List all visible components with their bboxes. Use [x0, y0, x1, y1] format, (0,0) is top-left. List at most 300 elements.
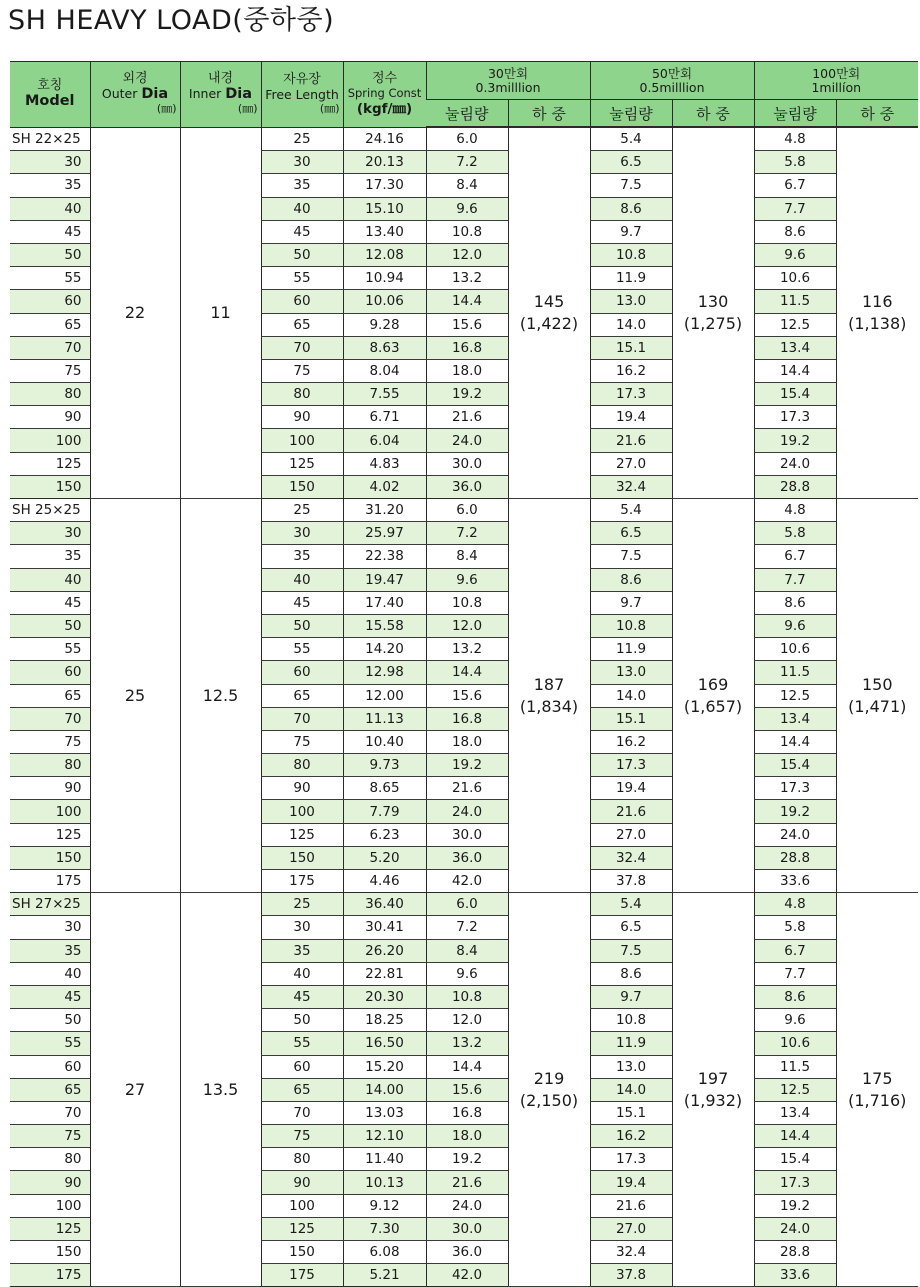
free-length-cell: 100: [261, 800, 343, 823]
spring-const-cell: 16.50: [343, 1032, 426, 1055]
outer-dia-cell: [90, 127, 180, 499]
model-cell: 70: [10, 707, 90, 730]
spring-const-cell: 10.13: [343, 1171, 426, 1194]
load-50-cell: [672, 893, 754, 1287]
model-cell: 35: [10, 939, 90, 962]
model-cell: 150: [10, 475, 90, 498]
group-30-ko: 30만회: [487, 65, 529, 81]
deflection-30-cell: 14.4: [426, 661, 508, 684]
spring-const-cell: 7.79: [343, 800, 426, 823]
deflection-100-cell: 24.0: [754, 823, 836, 846]
deflection-100-cell: 24.0: [754, 452, 836, 475]
spring-const-cell: 6.71: [343, 406, 426, 429]
spring-const-cell: 7.30: [343, 1217, 426, 1240]
deflection-100-cell: 11.5: [754, 1055, 836, 1078]
deflection-50-cell: 9.7: [590, 985, 672, 1008]
inner-dia-header-en: Inner: [188, 86, 226, 102]
deflection-100-cell: 11.5: [754, 661, 836, 684]
table-header: [10, 62, 918, 128]
inner-dia-cell: [180, 127, 261, 499]
load-50-cell-value: 130: [697, 292, 729, 311]
deflection-30-cell: 15.6: [426, 313, 508, 336]
deflection-50-cell: 11.9: [590, 267, 672, 290]
spring-const-header: [343, 62, 426, 128]
outer-dia-header-en-bold: Dia: [141, 86, 169, 103]
spring-const-cell: 17.30: [343, 174, 426, 197]
model-cell: 30: [10, 151, 90, 174]
deflection-100-cell: 5.8: [754, 522, 836, 545]
deflection-50-cell: 8.6: [590, 568, 672, 591]
deflection-30-cell: 9.6: [426, 962, 508, 985]
deflection-100-cell: 14.4: [754, 359, 836, 382]
load-30-cell-newton: (2,150): [519, 1090, 579, 1110]
deflection-30-cell: 14.4: [426, 290, 508, 313]
deflection-30-cell: 16.8: [426, 336, 508, 359]
deflection-100-cell: 5.8: [754, 151, 836, 174]
deflection-100-cell: 10.6: [754, 267, 836, 290]
deflection-50-cell: 19.4: [590, 777, 672, 800]
deflection-30-cell: 7.2: [426, 522, 508, 545]
spring-const-cell: 4.46: [343, 870, 426, 893]
load-30-cell-value: 219: [533, 1068, 565, 1088]
deflection-50-cell: 10.8: [590, 1009, 672, 1032]
model-cell: 175: [10, 870, 90, 893]
outer-dia-header: [90, 62, 180, 128]
deflection-50-cell: 11.9: [590, 638, 672, 661]
deflection-100-cell: 11.5: [754, 290, 836, 313]
load-30-cell: [508, 893, 590, 1287]
model-cell: 65: [10, 684, 90, 707]
deflection-30-cell: 36.0: [426, 475, 508, 498]
model-cell: SH 25×25: [10, 499, 90, 522]
model-cell: 60: [10, 290, 90, 313]
spring-const-cell: 9.28: [343, 313, 426, 336]
model-cell: 80: [10, 1148, 90, 1171]
deflection-100-cell: 7.7: [754, 962, 836, 985]
free-length-cell: 125: [261, 452, 343, 475]
free-length-cell: 45: [261, 591, 343, 614]
deflection-50-cell: 19.4: [590, 1171, 672, 1194]
free-length-cell: 100: [261, 429, 343, 452]
free-length-cell: 175: [261, 1264, 343, 1287]
table-row: [10, 127, 918, 151]
deflection-30-cell: 6.0: [426, 499, 508, 522]
deflection-30-cell: 18.0: [426, 359, 508, 382]
model-cell: 80: [10, 383, 90, 406]
model-cell: 175: [10, 1264, 90, 1287]
deflection-30-cell: 36.0: [426, 846, 508, 869]
deflection-100-cell: 5.8: [754, 916, 836, 939]
model-cell: 45: [10, 220, 90, 243]
inner-dia-cell: [180, 499, 261, 893]
deflection-30-cell: 21.6: [426, 1171, 508, 1194]
model-cell: 75: [10, 359, 90, 382]
free-length-cell: 60: [261, 290, 343, 313]
deflection-30-cell: 7.2: [426, 916, 508, 939]
group-100-ko: 100만회: [812, 65, 861, 81]
inner-dia-cell: [180, 893, 261, 1287]
spring-const-unit: (kgf/㎜): [356, 100, 413, 117]
free-length-cell: 55: [261, 638, 343, 661]
spring-const-cell: 36.40: [343, 893, 426, 916]
model-cell: 100: [10, 1194, 90, 1217]
load-100-cell: [836, 499, 918, 893]
free-length-cell: 50: [261, 614, 343, 637]
model-cell: 75: [10, 1125, 90, 1148]
load-100-cell-value: 175: [861, 1068, 893, 1088]
outer-dia-header-en: Outer: [101, 86, 142, 102]
free-length-cell: 80: [261, 383, 343, 406]
load-header-50: 하 중: [672, 100, 754, 128]
spring-const-header-ko: 정수: [371, 70, 398, 86]
model-cell: 65: [10, 313, 90, 336]
spring-const-cell: 31.20: [343, 499, 426, 522]
free-length-cell: 90: [261, 777, 343, 800]
model-cell: 125: [10, 823, 90, 846]
model-cell: 40: [10, 197, 90, 220]
deflection-30-cell: 7.2: [426, 151, 508, 174]
deflection-50-cell: 15.1: [590, 707, 672, 730]
free-length-cell: 90: [261, 1171, 343, 1194]
spring-const-cell: 13.03: [343, 1101, 426, 1124]
deflection-100-cell: 8.6: [754, 220, 836, 243]
load-100-cell-value: 150: [861, 674, 893, 694]
deflection-50-cell: 13.0: [590, 661, 672, 684]
deflection-30-cell: 14.4: [426, 1055, 508, 1078]
spring-const-cell: 9.12: [343, 1194, 426, 1217]
deflection-100-cell: 33.6: [754, 1264, 836, 1287]
spring-const-cell: 20.30: [343, 985, 426, 1008]
deflection-30-cell: 19.2: [426, 383, 508, 406]
model-cell: 100: [10, 800, 90, 823]
model-cell: 35: [10, 545, 90, 568]
model-cell: 90: [10, 1171, 90, 1194]
deflection-50-cell: 27.0: [590, 452, 672, 475]
deflection-50-cell: 32.4: [590, 475, 672, 498]
deflection-50-cell: 10.8: [590, 243, 672, 266]
deflection-100-cell: 15.4: [754, 1148, 836, 1171]
spring-const-cell: 15.10: [343, 197, 426, 220]
deflection-30-cell: 12.0: [426, 1009, 508, 1032]
deflection-30-cell: 18.0: [426, 1125, 508, 1148]
deflection-50-cell: 6.5: [590, 522, 672, 545]
deflection-30-cell: 12.0: [426, 614, 508, 637]
spring-const-cell: 22.38: [343, 545, 426, 568]
model-cell: 55: [10, 267, 90, 290]
inner-dia-header-en-bold: Dia: [225, 86, 253, 103]
inner-dia-header: [180, 62, 261, 128]
free-length-cell: 125: [261, 823, 343, 846]
free-length-cell: 70: [261, 1101, 343, 1124]
free-length-cell: 150: [261, 475, 343, 498]
free-length-cell: 150: [261, 1241, 343, 1264]
deflection-100-cell: 4.8: [754, 499, 836, 522]
outer-dia-header-ko: 외경: [122, 71, 148, 87]
load-100-cell-newton: (1,471): [848, 696, 907, 716]
spring-const-cell: 24.16: [343, 127, 426, 151]
deflection-header-50: 눌림량: [590, 100, 672, 128]
model-cell: 55: [10, 638, 90, 661]
spring-const-cell: 8.04: [343, 359, 426, 382]
deflection-50-cell: 8.6: [590, 962, 672, 985]
deflection-50-cell: 16.2: [590, 1125, 672, 1148]
load-header-30: 하 중: [508, 100, 590, 128]
free-length-header: [261, 62, 343, 128]
table-row: [10, 893, 918, 916]
free-length-cell: 100: [261, 1194, 343, 1217]
free-length-cell: 45: [261, 220, 343, 243]
deflection-100-cell: 9.6: [754, 243, 836, 266]
spring-const-cell: 18.25: [343, 1009, 426, 1032]
deflection-header-100: 눌림량: [754, 100, 836, 128]
deflection-30-cell: 10.8: [426, 985, 508, 1008]
load-50-cell: [672, 127, 754, 499]
model-cell: 45: [10, 985, 90, 1008]
model-header-en: Model: [24, 92, 75, 109]
model-cell: 40: [10, 962, 90, 985]
spring-spec-table: [10, 61, 918, 1287]
deflection-100-cell: 12.5: [754, 313, 836, 336]
deflection-50-cell: 27.0: [590, 823, 672, 846]
model-cell: 90: [10, 406, 90, 429]
spring-const-cell: 12.98: [343, 661, 426, 684]
deflection-30-cell: 6.0: [426, 893, 508, 916]
deflection-50-cell: 6.5: [590, 916, 672, 939]
spring-const-cell: 4.02: [343, 475, 426, 498]
deflection-30-cell: 9.6: [426, 197, 508, 220]
deflection-100-cell: 14.4: [754, 1125, 836, 1148]
spring-const-cell: 8.65: [343, 777, 426, 800]
deflection-100-cell: 28.8: [754, 475, 836, 498]
free-length-cell: 70: [261, 336, 343, 359]
spring-const-cell: 22.81: [343, 962, 426, 985]
inner-dia-cell-value: 12.5: [202, 685, 239, 705]
free-length-cell: 55: [261, 267, 343, 290]
spring-const-cell: 13.40: [343, 220, 426, 243]
deflection-30-cell: 15.6: [426, 684, 508, 707]
load-50-cell-value: 169: [697, 674, 729, 694]
load-100-cell-value: 116: [861, 292, 893, 311]
load-30-cell: [508, 127, 590, 499]
group-50-ko: 50만회: [651, 65, 693, 81]
deflection-30-cell: 8.4: [426, 174, 508, 197]
deflection-30-cell: 13.2: [426, 267, 508, 290]
spring-const-cell: 12.00: [343, 684, 426, 707]
group-header-100: [754, 62, 918, 100]
deflection-30-cell: 8.4: [426, 939, 508, 962]
free-length-cell: 50: [261, 243, 343, 266]
deflection-100-cell: 9.6: [754, 614, 836, 637]
deflection-30-cell: 16.8: [426, 1101, 508, 1124]
spring-const-cell: 6.08: [343, 1241, 426, 1264]
deflection-50-cell: 11.9: [590, 1032, 672, 1055]
deflection-100-cell: 7.7: [754, 197, 836, 220]
model-cell: 50: [10, 1009, 90, 1032]
free-length-unit: (㎜): [319, 101, 340, 115]
table-row: [10, 499, 918, 522]
deflection-100-cell: 13.4: [754, 1101, 836, 1124]
spring-const-cell: 8.63: [343, 336, 426, 359]
model-cell: 45: [10, 591, 90, 614]
model-cell: SH 22×25: [10, 127, 90, 151]
load-50-cell: [672, 499, 754, 893]
deflection-30-cell: 9.6: [426, 568, 508, 591]
deflection-30-cell: 24.0: [426, 1194, 508, 1217]
deflection-50-cell: 6.5: [590, 151, 672, 174]
deflection-50-cell: 17.3: [590, 383, 672, 406]
free-length-cell: 50: [261, 1009, 343, 1032]
model-cell: 30: [10, 522, 90, 545]
model-cell: 35: [10, 174, 90, 197]
deflection-50-cell: 7.5: [590, 545, 672, 568]
deflection-100-cell: 8.6: [754, 591, 836, 614]
deflection-100-cell: 4.8: [754, 893, 836, 916]
deflection-30-cell: 24.0: [426, 429, 508, 452]
deflection-30-cell: 10.8: [426, 591, 508, 614]
deflection-100-cell: 6.7: [754, 939, 836, 962]
deflection-100-cell: 17.3: [754, 777, 836, 800]
group-header-50: [590, 62, 754, 100]
model-cell: 50: [10, 614, 90, 637]
deflection-30-cell: 21.6: [426, 777, 508, 800]
deflection-30-cell: 18.0: [426, 730, 508, 753]
deflection-30-cell: 13.2: [426, 1032, 508, 1055]
deflection-30-cell: 36.0: [426, 1241, 508, 1264]
free-length-cell: 25: [261, 893, 343, 916]
spring-const-cell: 10.94: [343, 267, 426, 290]
load-100-cell-newton: (1,138): [848, 314, 907, 333]
model-cell: 90: [10, 777, 90, 800]
deflection-100-cell: 7.7: [754, 568, 836, 591]
spring-const-cell: 10.40: [343, 730, 426, 753]
free-length-cell: 65: [261, 684, 343, 707]
model-cell: 80: [10, 754, 90, 777]
deflection-50-cell: 13.0: [590, 1055, 672, 1078]
spring-const-cell: 26.20: [343, 939, 426, 962]
deflection-100-cell: 19.2: [754, 429, 836, 452]
deflection-30-cell: 13.2: [426, 638, 508, 661]
load-50-cell-newton: (1,657): [683, 696, 743, 716]
spring-const-header-en: Spring Const: [347, 85, 422, 100]
spring-const-cell: 30.41: [343, 916, 426, 939]
free-length-cell: 70: [261, 707, 343, 730]
load-100-cell: [836, 893, 918, 1287]
outer-dia-cell: [90, 893, 180, 1287]
deflection-50-cell: 15.1: [590, 336, 672, 359]
deflection-30-cell: 8.4: [426, 545, 508, 568]
table-body: [10, 127, 918, 1287]
free-length-cell: 25: [261, 127, 343, 151]
spring-const-cell: 6.23: [343, 823, 426, 846]
group-30-en: 0.3milllion: [475, 79, 541, 95]
load-100-cell: [836, 127, 918, 499]
deflection-50-cell: 17.3: [590, 754, 672, 777]
deflection-50-cell: 14.0: [590, 313, 672, 336]
model-header: [10, 62, 90, 128]
free-length-cell: 150: [261, 846, 343, 869]
free-length-cell: 45: [261, 985, 343, 1008]
load-30-cell-value: 187: [533, 674, 565, 694]
model-cell: 125: [10, 452, 90, 475]
outer-dia-cell-value: 25: [124, 685, 146, 705]
free-length-cell: 30: [261, 151, 343, 174]
deflection-100-cell: 19.2: [754, 1194, 836, 1217]
free-length-cell: 65: [261, 313, 343, 336]
deflection-30-cell: 21.6: [426, 406, 508, 429]
outer-dia-cell-value: 27: [124, 1079, 146, 1099]
deflection-50-cell: 7.5: [590, 174, 672, 197]
deflection-50-cell: 13.0: [590, 290, 672, 313]
deflection-50-cell: 14.0: [590, 1078, 672, 1101]
deflection-100-cell: 13.4: [754, 336, 836, 359]
deflection-50-cell: 7.5: [590, 939, 672, 962]
free-length-cell: 35: [261, 939, 343, 962]
deflection-100-cell: 28.8: [754, 1241, 836, 1264]
spring-const-cell: 20.13: [343, 151, 426, 174]
deflection-100-cell: 4.8: [754, 127, 836, 151]
deflection-100-cell: 14.4: [754, 730, 836, 753]
free-length-cell: 30: [261, 916, 343, 939]
deflection-30-cell: 10.8: [426, 220, 508, 243]
deflection-50-cell: 37.8: [590, 870, 672, 893]
deflection-30-cell: 30.0: [426, 823, 508, 846]
spring-const-cell: 15.20: [343, 1055, 426, 1078]
free-length-header-en: Free Length: [265, 86, 339, 102]
model-cell: 65: [10, 1078, 90, 1101]
load-100-cell-newton: (1,716): [848, 1090, 907, 1110]
deflection-100-cell: 9.6: [754, 1009, 836, 1032]
free-length-header-ko: 자유장: [283, 71, 321, 87]
deflection-50-cell: 10.8: [590, 614, 672, 637]
deflection-100-cell: 10.6: [754, 638, 836, 661]
free-length-cell: 80: [261, 754, 343, 777]
deflection-30-cell: 24.0: [426, 800, 508, 823]
outer-dia-cell-value: 22: [124, 302, 146, 322]
model-cell: 60: [10, 1055, 90, 1078]
deflection-50-cell: 32.4: [590, 846, 672, 869]
deflection-50-cell: 8.6: [590, 197, 672, 220]
deflection-100-cell: 19.2: [754, 800, 836, 823]
free-length-cell: 90: [261, 406, 343, 429]
spring-const-cell: 11.40: [343, 1148, 426, 1171]
load-30-cell-newton: (1,422): [519, 314, 579, 333]
model-cell: 150: [10, 1241, 90, 1264]
model-cell: 50: [10, 243, 90, 266]
deflection-50-cell: 32.4: [590, 1241, 672, 1264]
spring-const-cell: 7.55: [343, 383, 426, 406]
spring-const-cell: 4.83: [343, 452, 426, 475]
free-length-cell: 40: [261, 197, 343, 220]
group-100-en: 1millíon: [811, 79, 862, 95]
load-header-100: 하 중: [836, 100, 918, 128]
deflection-100-cell: 6.7: [754, 545, 836, 568]
deflection-100-cell: 13.4: [754, 707, 836, 730]
deflection-50-cell: 15.1: [590, 1101, 672, 1124]
spring-const-cell: 10.06: [343, 290, 426, 313]
load-50-cell-newton: (1,932): [683, 1090, 743, 1110]
model-cell: SH 27×25: [10, 893, 90, 916]
deflection-50-cell: 16.2: [590, 730, 672, 753]
free-length-cell: 125: [261, 1217, 343, 1240]
spring-const-cell: 5.20: [343, 846, 426, 869]
free-length-cell: 40: [261, 568, 343, 591]
deflection-50-cell: 9.7: [590, 220, 672, 243]
model-cell: 70: [10, 336, 90, 359]
spring-const-cell: 17.40: [343, 591, 426, 614]
deflection-100-cell: 12.5: [754, 1078, 836, 1101]
free-length-cell: 35: [261, 174, 343, 197]
model-cell: 30: [10, 916, 90, 939]
